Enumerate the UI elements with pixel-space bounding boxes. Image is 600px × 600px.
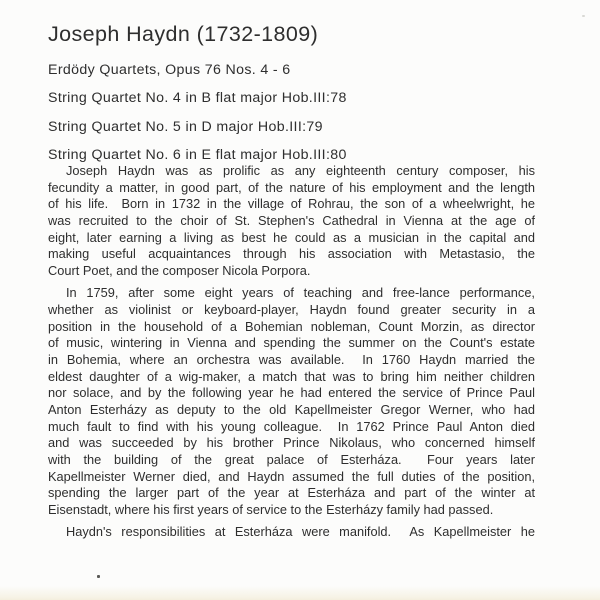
paragraph: [48, 285, 535, 518]
text-line: Joseph Haydn was as prolific as any eighteenth century composer, his: [66, 163, 535, 178]
text-line: and was succeeded by his brother Prince Nikolaus, who concerned himself: [48, 435, 535, 451]
text-line: nor solace, and by the following year he had entered the service of Prince Paul: [48, 385, 535, 401]
text-line: Kapellmeister Werner died, and Haydn assumed the full duties of the position,: [48, 468, 535, 484]
text-line: Eisenstadt, where his first years of service to the Esterházy family had passed.: [48, 501, 494, 517]
text-line: whether as violinist or keyboard-player, Haydn found greater security in a: [48, 302, 535, 318]
text-line: In 1759, after some eight years of teaching and free-lance performance,: [66, 285, 535, 301]
scan-edge-shadow: [0, 586, 600, 600]
text-line: of his life. Born in 1732 in the village of Rohrau, the son of a wheelwright, he: [48, 196, 535, 212]
text-line: with the building of the great palace of Esterháza. Four years later: [48, 451, 535, 467]
work-list-item: String Quartet No. 5 in D major Hob.III:79: [48, 118, 323, 135]
text-line: fecundity a matter, in good part, of the nature of his employment and the length: [48, 179, 535, 195]
work-list-item: String Quartet No. 6 in E flat major Hob.III:80: [48, 147, 347, 164]
page-title: Joseph Haydn (1732-1809): [48, 22, 319, 46]
text-line: Court Poet, and the composer Nicola Porpora.: [48, 262, 311, 278]
text-line: position in the household of a Bohemian nobleman, Count Morzin, as director: [48, 318, 535, 334]
text-line: eight, later earning a living as best he could as a musician in the capital and: [48, 229, 535, 245]
scan-speck-faint: [582, 15, 585, 17]
paragraph: [48, 524, 535, 541]
text-line: was recruited to the choir of St. Stephen's Cathedral in Vienna at the age of: [48, 212, 535, 228]
scan-speck-artifact: [97, 575, 100, 578]
text-line: Haydn's responsibilities at Esterháza were manifold. As Kapellmeister he: [66, 524, 535, 540]
text-line: much fault to find with his young colleague. In 1762 Prince Paul Anton died: [48, 418, 535, 434]
work-list-item: Erdödy Quartets, Opus 76 Nos. 4 - 6: [48, 62, 291, 78]
liner-notes-text: [48, 163, 535, 541]
paragraph: [48, 163, 535, 279]
text-line: of music, wintering in Vienna and spending the summer on the Count's estate: [48, 335, 535, 351]
text-line: in Bohemia, where an orchestra was available. In 1760 Haydn married the: [48, 352, 535, 368]
text-line: spending the larger part of the year at Esterháza and part of the winter at: [48, 485, 535, 501]
text-line: making useful acquaintances through his association with Metastasio, the: [48, 246, 535, 262]
work-list: [48, 56, 548, 170]
text-line: Anton Esterházy as deputy to the old Kapellmeister Gregor Werner, who had: [48, 401, 535, 417]
text-line: eldest daughter of a wig-maker, a match that was to bring him neither children: [48, 368, 535, 384]
work-list-item: String Quartet No. 4 in B flat major Hob.III:78: [48, 90, 347, 107]
